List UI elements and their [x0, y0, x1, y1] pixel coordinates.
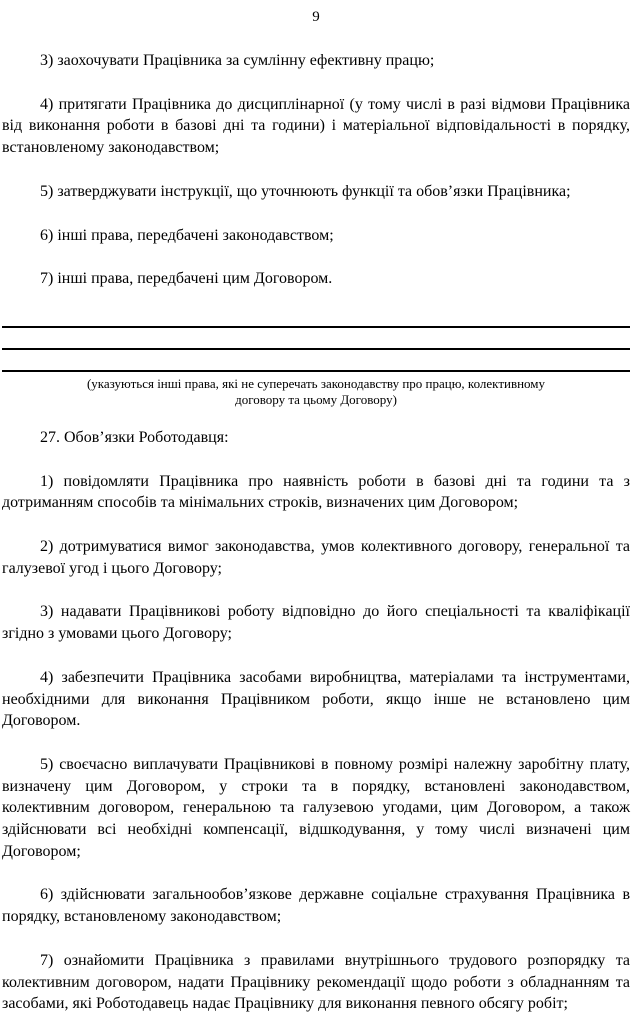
clause-duty-3: 3) надавати Працівникові роботу відповідно до його спеціальності та кваліфікації згідно з умовами цього Договору; [2, 603, 630, 643]
clause-right-3: 3) заохочувати Працівника за сумлінну ефективну працю; [40, 52, 435, 69]
clause-duty-4: 4) забезпечити Працівника засобами виробництва, матеріалами та інструментами, необхідними для виконання Працівником роботи, якщо інше не встановлено цим Договором. [2, 668, 630, 730]
clause-duty-7: 7) ознайомити Працівника з правилами внутрішнього трудового розпорядку та колективним договором, надати Працівнику рекомендації щодо роботи з обладнанням та засобами, які Роботодавець надає Працівнику для виконання певного обсягу робіт; [2, 951, 630, 1013]
fill-in-caption: (указуються інші права, які не суперечать законодавству про працю, колективному договору та цьому Договору) [86, 375, 546, 407]
clause-duty-1: 1) повідомляти Працівника про наявність роботи в базові дні та години та з дотриманням способів та мінімальних строків, визначених цим Договором; [2, 472, 630, 512]
clause-right-7: 7) інші права, передбачені цим Договором. [40, 270, 333, 288]
clause-right-4: 4) притягати Працівника до дисциплінарної (у тому числі в разі відмови Працівника від виконання роботи в базові дні та години) і матеріальної відповідальності в порядку, встановленому законодавством; [2, 95, 630, 157]
section-heading-duties: 27. Обов’язки Роботодавця: [40, 428, 229, 446]
clause-duty-2: 2) дотримуватися вимог законодавства, умов колективного договору, генеральної та галузевої угод і цього Договору; [2, 538, 630, 577]
fill-in-line [2, 370, 630, 372]
clause-duty-6: 6) здійснювати загальнообов’язкове державне соціальне страхування Працівника в порядку, встановленому законодавством; [2, 886, 630, 926]
page-number: 9 [312, 9, 320, 25]
clause-duty-5: 5) своєчасно виплачувати Працівникові в повному розмірі належну заробітну плату, визначену цим Договором, у строки та в порядку, встановлені законодавством, колективним договором, генеральною та галузевою угодами, цим Договором, а також здійснювати всі необхідні компенсації, відшкодування, у тому числі визначені цим Договором; [2, 755, 630, 860]
fill-in-line [2, 326, 630, 328]
fill-in-line [2, 348, 630, 350]
clause-right-6: 6) інші права, передбачені законодавством; [40, 226, 334, 244]
clause-right-5: 5) затверджувати інструкції, що уточнюють функції та обов’язки Працівника; [40, 182, 571, 200]
